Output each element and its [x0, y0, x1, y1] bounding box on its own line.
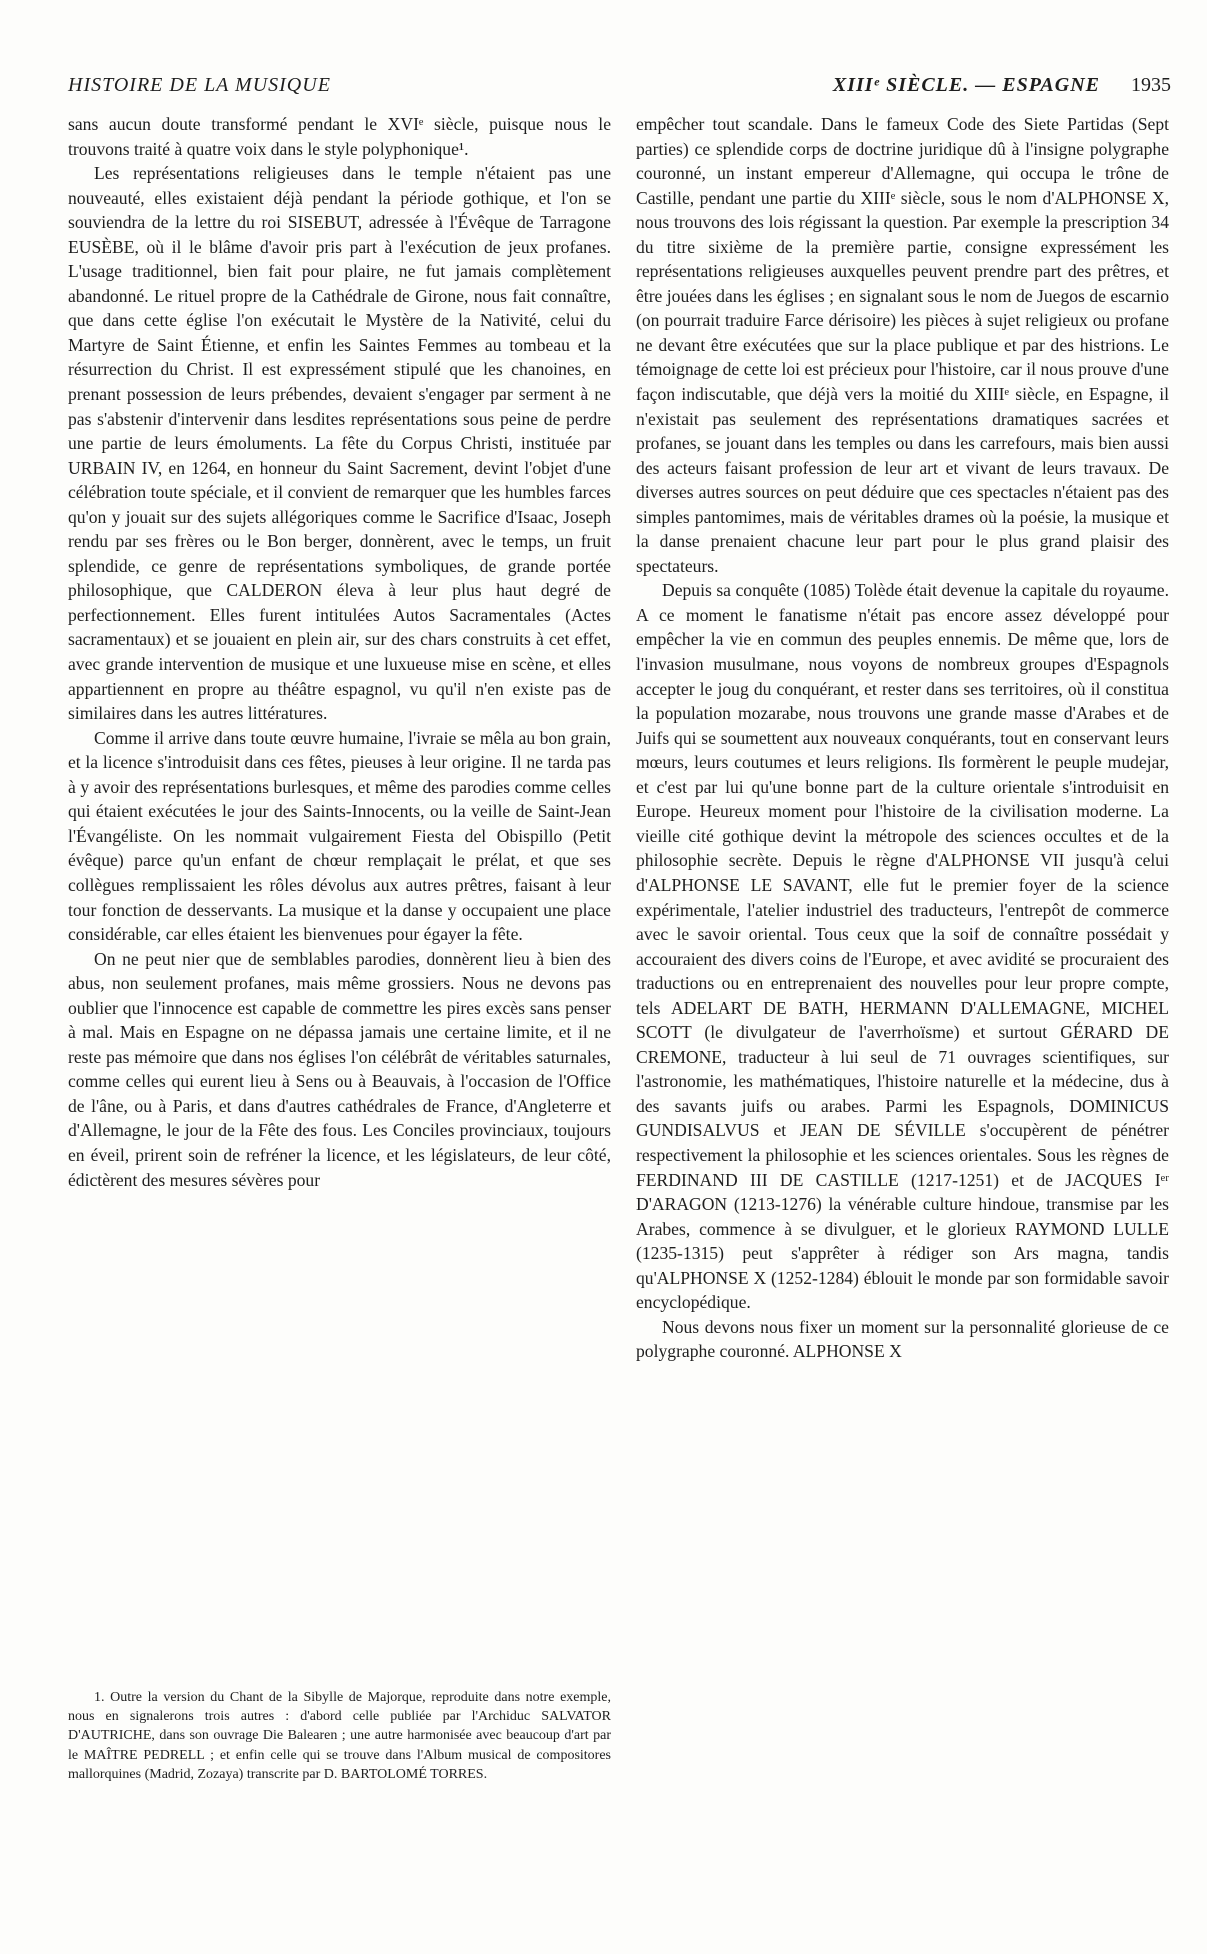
left-column — [68, 112, 611, 1192]
paragraph: sans aucun doute transformé pendant le XVIᵉ siècle, puisque nous le trouvons traité à quatre voix dans le style polyphonique¹. — [68, 114, 611, 159]
footnote-text: 1. Outre la version du Chant de la Sibylle de Majorque, reproduite dans notre exemple, nous en signalerons trois autres : d'abord celle publiée par l'Archiduc SALVATOR D'AUTRICHE, dans son ouvrage Die Balearen ; une autre harmonisée avec beaucoup d'art par le MAÎTRE PEDRELL ; et enfin celle qui se trouve dans l'Album musical de compositores mallorquines (Madrid, Zozaya) transcrite par D. BARTOLOMÉ TORRES. — [68, 1690, 611, 1782]
book-title-header: HISTOIRE DE LA MUSIQUE — [68, 74, 331, 96]
right-column — [636, 112, 1169, 1364]
chapter-title: XIIIᵉ SIÈCLE. — ESPAGNE — [832, 74, 1100, 96]
paragraph: Nous devons nous fixer un moment sur la personnalité glorieuse de ce polygraphe couronné. ALPHONSE X — [636, 1316, 1169, 1362]
paragraph: Depuis sa conquête (1085) Tolède était devenue la capitale du royaume. A ce moment le fanatisme n'était pas encore assez développé pour empêcher la vie en commun des peuples ennemis. De même que, lors de l'invasion musulmane, nous voyons de nombreux groupes d'Espagnols accepter le joug du conquérant, et rester dans ses territoires, où il constitua la population mozarabe, nous trouvons une grande masse d'Arabes et de Juifs qui se soumettent aux nouveaux conquérants, tout en conservant leurs mœurs, leurs coutumes et leurs religions. Ils formèrent le peuple mudejar, et c'est par lui qu'une bonne part de la culture orientale s'introduisit en Europe. Heureux moment pour l'histoire de la civilisation moderne. La vieille cité gothique devint la métropole des sciences occultes et de la philosophie secrète. Depuis le règne d'ALPHONSE VII jusqu'à celui d'ALPHONSE LE SAVANT, elle fut le premier foyer de la science expérimentale, l'atelier industriel des traducteurs, l'entrepôt de commerce avec le savoir oriental. Tous ceux que la soif de connaître possédait y accouraient des divers coins de l'Europe, et avec avidité se procuraient des traductions ou en entreprenaient des nouvelles pour leur propre compte, tels ADELART DE BATH, HERMANN D'ALLEMAGNE, MICHEL SCOTT (le divulgateur de l'averrhoïsme) et surtout GÉRARD DE CREMONE, traducteur à lui seul de 71 ouvrages scientifiques, sur l'astronomie, les mathématiques, l'histoire naturelle et la médecine, dus à des savants juifs ou arabes. Parmi les Espagnols, DOMINICUS GUNDISALVUS et JEAN DE SÉVILLE s'occupèrent de pénétrer respectivement la philosophie et les sciences orientales. Sous les règnes de FERDINAND III DE CASTILLE (1217-1251) et de JACQUES Iᵉʳ D'ARAGON (1213-1276) la vénérable culture hindoue, transmise par les Arabes, commence à se divulguer, et le glorieux RAYMOND LULLE (1235-1315) peut s'apprêter à rédiger son Ars magna, tandis qu'ALPHONSE X (1252-1284) éblouit le monde par son formidable savoir encyclopédique. — [636, 580, 1169, 1313]
paragraph: empêcher tout scandale. Dans le fameux Code des Siete Partidas (Sept parties) ce splendide corps de doctrine juridique dû à l'insigne polygraphe couronné, un instant empereur d'Allemagne, qui occupa le trône de Castille, pendant une partie du XIIIᵉ siècle, sous le nom d'ALPHONSE X, nous trouvons des lois régissant la question. Par exemple la prescription 34 du titre sixième de la première partie, consigne expressément les représentations religieuses auxquelles peuvent prendre part des prêtres, et être jouées dans les églises ; en signalant sous le nom de Juegos de escarnio (on pourrait traduire Farce dérisoire) les pièces à sujet religieux ou profane ne devant être exécutées que sur la place publique et par des histrions. Le témoignage de cette loi est précieux pour l'histoire, car il nous prouve d'une façon indiscutable, que déjà vers la moitié du XIIIᵉ siècle, en Espagne, il n'existait pas seulement des représentations dramatiques sacrées et profanes, se jouant dans les temples ou dans les carrefours, mais bien aussi des acteurs faisant profession de leur art et vivant de leurs travaux. De diverses autres sources on peut déduire que ces spectacles n'étaient pas des simples pantomimes, mais de véritables drames où la poésie, la musique et la danse prenaient chacune leur part pour le plus grand plaisir des spectateurs. — [636, 114, 1169, 576]
chapter-header — [833, 74, 1171, 97]
paragraph: Comme il arrive dans toute œuvre humaine, l'ivraie se mêla au bon grain, et la licence s'introduisit dans ces fêtes, pieuses à leur origine. Il ne tarda pas à y avoir des représentations burlesques, et même des parodies comme celles qui étaient exécutées le jour des Saints-Innocents, ou la veille de Saint-Jean l'Évangéliste. On les nommait vulgairement Fiesta del Obispillo (Petit évêque) parce qu'un enfant de chœur remplaçait le prélat, et que ses collègues remplissaient les rôles dévolus aux autres prêtres, faisant à leur tour fonction de desservants. La musique et la danse y occupaient une place considérable, car elles étaient les bienvenues pour égayer la fête. — [68, 727, 611, 945]
paragraph: On ne peut nier que de semblables parodies, donnèrent lieu à bien des abus, non seulement profanes, mais même grossiers. Nous ne devons pas oublier que l'innocence est capable de commettre les pires excès sans penser à mal. Mais en Espagne on ne dépassa jamais une certaine limite, et il ne reste pas mémoire que dans nos églises l'on célébrât de véritables saturnales, comme celles qui eurent lieu à Sens ou à Beauvais, à l'occasion de l'Office de l'âne, ou à Paris, et dans d'autres cathédrales de France, d'Angleterre et d'Allemagne, le jour de la Fête des fous. Les Conciles provinciaux, toujours en éveil, prirent soin de refréner la licence, et les législateurs, de leur côté, édictèrent des mesures sévères pour — [68, 948, 611, 1190]
paragraph: Les représentations religieuses dans le temple n'étaient pas une nouveauté, elles existaient déjà pendant la période gothique, et l'on se souviendra de la lettre du roi SISEBUT, adressée à l'Évêque de Tarragone EUSÈBE, où il le blâme d'avoir pris part à l'exécution de jeux profanes. L'usage traditionnel, bien fait pour plaire, ne fut jamais complètement abandonné. Le rituel propre de la Cathédrale de Girone, nous fait connaître, que dans cette église l'on exécutait le Mystère de la Nativité, celui du Martyre de Saint Étienne, et enfin les Saintes Femmes au tombeau et la résurrection du Christ. Il est expressément stipulé que les chanoines, en prenant possession de leurs prébendes, devaient s'engager par serment à ne pas s'abstenir d'intervenir dans lesdites représentations sous peine de perdre une partie de leurs émoluments. La fête du Corpus Christi, instituée par URBAIN IV, en 1264, en honneur du Saint Sacrement, devint l'objet d'une célébration toute spéciale, et il convient de remarquer que les humbles farces qu'on y jouait sur des sujets allégoriques comme le Sacrifice d'Isaac, Joseph rendu par ses frères ou le Bon berger, donnèrent, avec le temps, un fruit splendide, ce genre de représentations symboliques, de grande portée philosophique, que CALDERON éleva à leur plus haut degré de perfectionnement. Elles furent intitulées Autos Sacramentales (Actes sacramentaux) et se jouaient en plein air, sur des chars construits à cet effet, avec grande intervention de musique et une luxueuse mise en scène, et elles appartiennent en propre au théâtre espagnol, vu qu'il n'en existe pas de similaires dans les autres littératures. — [68, 163, 611, 724]
page-number: 1935 — [1131, 74, 1171, 96]
running-head — [68, 74, 1171, 100]
footnote — [68, 1688, 611, 1784]
